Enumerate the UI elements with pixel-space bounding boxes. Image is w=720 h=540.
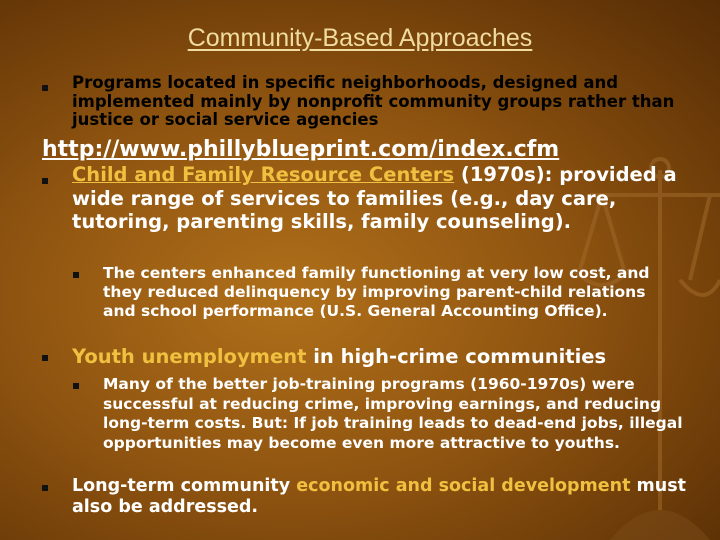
square-bullet-icon [42, 85, 48, 91]
youth-unemployment-text: in high-crime communities [306, 345, 607, 368]
bullet-youth-unemployment [72, 345, 702, 369]
development-text-rest: must also be addressed. [72, 476, 687, 517]
sub-bullet-job-training: Many of the better job-training programs (1960-1970s) were successful at reducing crime, improving earnings, and reducing long-term costs. But: If job training leads to dead-end jobs, illegal opportunities may become even more attractive to youths. [103, 375, 683, 452]
square-bullet-icon [73, 383, 79, 389]
development-highlight: economic and social development [296, 476, 631, 496]
square-bullet-icon [42, 355, 48, 361]
slide-title: Community-Based Approaches [187, 24, 533, 52]
square-bullet-icon [42, 178, 48, 184]
sub-bullet-centers-effect: The centers enhanced family functioning at very low cost, and they reduced delinquency by improving parent-child relations and school performance (U.S. General Accounting Office). [103, 264, 650, 320]
square-bullet-icon [42, 485, 48, 491]
square-bullet-icon [73, 272, 79, 278]
bullet-long-term-development [72, 476, 702, 518]
youth-unemployment-highlight: Youth unemployment [72, 345, 307, 368]
child-family-centers-link[interactable]: Child and Family Resource Centers [72, 163, 455, 186]
bullet-community-programs: Programs located in specific neighborhoods, designed and implemented mainly by nonprofit community groups rather than justice or social service agencies [72, 73, 675, 129]
bullet-child-family-centers [72, 163, 702, 234]
child-family-centers-text: (1970s): provided a wide range of services to families (e.g., day care, tutoring, parenting skills, family counseling). [72, 163, 677, 233]
development-text-pre: Long-term community [72, 476, 297, 496]
philly-blueprint-link[interactable]: http://www.phillyblueprint.com/index.cfm [42, 137, 560, 162]
